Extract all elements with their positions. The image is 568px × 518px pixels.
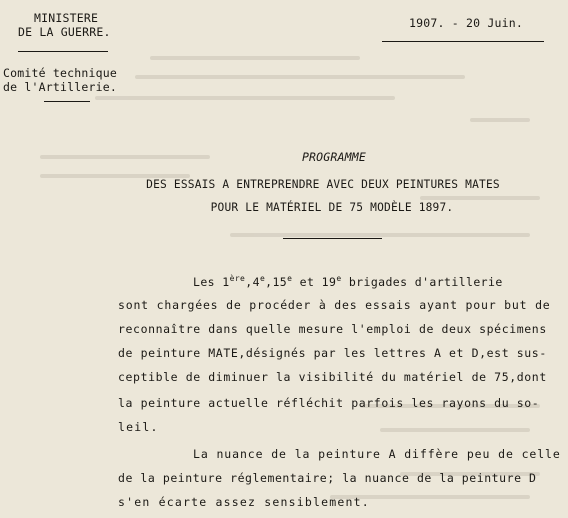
para1-line-6: la peinture actuelle réfléchit parfois les rayons du so- bbox=[118, 396, 540, 410]
para1-line-1 bbox=[193, 275, 503, 289]
para1-line1-mid1: ,4 bbox=[245, 275, 260, 289]
date-underline bbox=[382, 41, 544, 42]
title-line-1: DES ESSAIS A ENTREPRENDRE AVEC DEUX PEINTURES MATES bbox=[146, 178, 500, 191]
title-underline bbox=[283, 238, 382, 239]
para1-line1-prefix: Les 1 bbox=[193, 275, 230, 289]
title-line-2: POUR LE MATÉRIEL DE 75 MODÈLE 1897. bbox=[210, 201, 454, 214]
para1-line-5: ceptible de diminuer la visibilité du matériel de 75,dont bbox=[118, 370, 547, 384]
document-date: 1907. - 20 Juin. bbox=[409, 16, 523, 30]
committee-underline bbox=[44, 101, 90, 102]
superscript-3: e bbox=[287, 274, 293, 283]
para2-line-3: s'en écarte assez sensiblement. bbox=[118, 495, 370, 509]
para2-line-1: La nuance de la peinture A diffère peu de celle bbox=[193, 447, 561, 461]
para1-line-7: leil. bbox=[118, 420, 159, 434]
ministry-line-1: MINISTERE bbox=[34, 11, 99, 25]
ministry-underline bbox=[18, 51, 108, 52]
para1-line-4: de peinture MATE,désignés par les lettres A et D,est sus- bbox=[118, 346, 547, 360]
committee-line-1: Comité technique bbox=[3, 66, 117, 80]
para1-line1-mid2: ,15 bbox=[265, 275, 288, 289]
para1-line-3: reconnaître dans quelle mesure l'emploi de deux spécimens bbox=[118, 322, 547, 336]
ministry-line-2: DE LA GUERRE. bbox=[18, 25, 111, 39]
superscript-1: ère bbox=[229, 274, 246, 283]
superscript-4: e bbox=[336, 274, 342, 283]
para1-line1-suffix: brigades d'artillerie bbox=[341, 275, 503, 289]
para1-line1-mid3: et 19 bbox=[292, 275, 337, 289]
para2-line-2: de la peinture réglementaire; la nuance de la peinture D bbox=[118, 471, 537, 485]
programme-heading: PROGRAMME bbox=[301, 150, 367, 164]
para1-line-2: sont chargées de procéder à des essais ayant pour but de bbox=[118, 298, 551, 312]
committee-line-2: de l'Artillerie. bbox=[3, 80, 117, 94]
superscript-2: e bbox=[259, 274, 266, 283]
